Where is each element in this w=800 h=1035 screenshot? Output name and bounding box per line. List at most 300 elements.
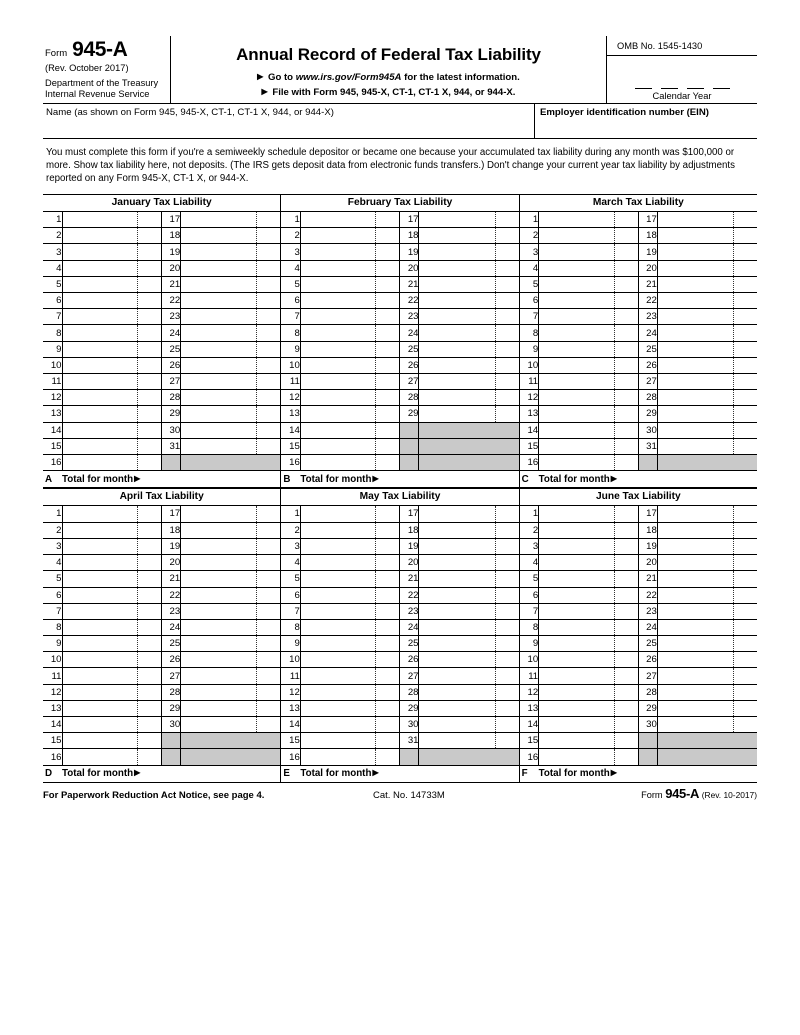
amount-input-day-30[interactable]: [181, 717, 281, 733]
amount-input-day-17[interactable]: [419, 506, 519, 522]
amount-input-day-18[interactable]: [419, 522, 519, 538]
day-number-12: 12: [43, 390, 62, 406]
month-total-row[interactable]: [281, 766, 518, 783]
amount-input-day-8[interactable]: [62, 325, 162, 341]
amount-input-day-30[interactable]: [419, 717, 519, 733]
day-number-20: 20: [638, 260, 657, 276]
amount-input-day-25[interactable]: [419, 341, 519, 357]
cents-separator: [495, 555, 496, 570]
amount-input-day-25[interactable]: [181, 341, 281, 357]
month-title: February Tax Liability: [281, 195, 518, 212]
day-number-2: 2: [281, 228, 300, 244]
total-row-letter: C: [521, 473, 529, 485]
name-field[interactable]: [43, 104, 535, 138]
amount-input-day-3[interactable]: [539, 538, 639, 554]
day-number-16: 16: [43, 454, 62, 470]
amount-input-day-22[interactable]: [419, 587, 519, 603]
amount-input-day-29[interactable]: [419, 700, 519, 716]
amount-input-day-25[interactable]: [181, 636, 281, 652]
amount-input-day-17[interactable]: [181, 212, 281, 228]
amount-input-day-15[interactable]: [539, 733, 639, 749]
amount-input-day-21[interactable]: [419, 276, 519, 292]
amount-input-day-16[interactable]: [62, 749, 162, 765]
amount-input-day-20[interactable]: [181, 260, 281, 276]
day-liability-table: [281, 506, 518, 766]
amount-input-day-5[interactable]: [62, 276, 162, 292]
amount-input-day-22[interactable]: [657, 587, 757, 603]
amount-input-day-3[interactable]: [539, 244, 639, 260]
table-row: [281, 422, 518, 438]
amount-input-day-12[interactable]: [539, 684, 639, 700]
amount-input-day-21[interactable]: [657, 571, 757, 587]
amount-input-day-20[interactable]: [419, 260, 519, 276]
amount-input-day-6[interactable]: [62, 587, 162, 603]
table-row: [43, 700, 280, 716]
day-number-13: 13: [43, 700, 62, 716]
amount-input-day-12[interactable]: [62, 390, 162, 406]
file-with-text: File with Form 945, 945-X, CT-1, CT-1 X, 944, or 944-X.: [272, 87, 516, 98]
amount-input-day-26[interactable]: [657, 652, 757, 668]
amount-input-day-14[interactable]: [62, 422, 162, 438]
table-row: [281, 228, 518, 244]
amount-input-day-24[interactable]: [419, 325, 519, 341]
amount-input-day-10[interactable]: [300, 652, 400, 668]
amount-input-day-3[interactable]: [300, 538, 400, 554]
amount-input-day-13[interactable]: [300, 700, 400, 716]
amount-input-day-24[interactable]: [419, 619, 519, 635]
amount-input-day-4[interactable]: [539, 555, 639, 571]
amount-input-day-9[interactable]: [539, 341, 639, 357]
table-row: [520, 276, 757, 292]
amount-input-day-16[interactable]: [539, 749, 639, 765]
amount-input-day-3[interactable]: [300, 244, 400, 260]
amount-input-day-15[interactable]: [62, 438, 162, 454]
amount-input-day-6[interactable]: [539, 293, 639, 309]
amount-input-day-4[interactable]: [300, 555, 400, 571]
day-number-14: 14: [281, 422, 300, 438]
amount-input-day-27[interactable]: [657, 373, 757, 389]
cents-separator: [256, 652, 257, 667]
cents-separator: [614, 506, 615, 522]
cents-separator: [256, 228, 257, 243]
cents-separator: [256, 636, 257, 651]
table-row: [281, 636, 518, 652]
form-word-label: Form: [45, 48, 68, 59]
cents-separator: [495, 523, 496, 538]
table-row: [43, 422, 280, 438]
amount-input-day-28[interactable]: [181, 684, 281, 700]
amount-input-day-5[interactable]: [300, 571, 400, 587]
table-row: [520, 619, 757, 635]
cents-separator: [375, 523, 376, 538]
irs-website-link[interactable]: www.irs.gov/Form945A: [295, 72, 402, 83]
amount-input-day-23[interactable]: [419, 309, 519, 325]
amount-input-day-12[interactable]: [62, 684, 162, 700]
amount-input-day-27[interactable]: [657, 668, 757, 684]
amount-input-day-7[interactable]: [300, 309, 400, 325]
amount-input-day-29[interactable]: [181, 406, 281, 422]
day-number-5: 5: [281, 276, 300, 292]
day-number-9: 9: [43, 636, 62, 652]
day-number-24: 24: [400, 325, 419, 341]
amount-input-day-1[interactable]: [539, 212, 639, 228]
amount-input-day-17[interactable]: [657, 212, 757, 228]
day-number-16: 16: [520, 749, 539, 765]
amount-input-day-19[interactable]: [181, 244, 281, 260]
cents-separator: [375, 406, 376, 421]
amount-input-day-18[interactable]: [657, 228, 757, 244]
amount-input-day-25[interactable]: [657, 636, 757, 652]
cents-separator: [614, 293, 615, 308]
cents-separator: [375, 439, 376, 454]
amount-input-day-1[interactable]: [539, 506, 639, 522]
cents-separator: [614, 668, 615, 683]
amount-input-day-1[interactable]: [62, 506, 162, 522]
table-row: [281, 571, 518, 587]
amount-input-day-13[interactable]: [62, 406, 162, 422]
amount-input-day-30[interactable]: [181, 422, 281, 438]
amount-input-day-11[interactable]: [62, 373, 162, 389]
month-total-row[interactable]: [43, 766, 280, 783]
cents-separator: [256, 668, 257, 683]
amount-input-day-26[interactable]: [419, 357, 519, 373]
month-total-row[interactable]: [281, 471, 518, 488]
amount-input-day-10[interactable]: [539, 357, 639, 373]
amount-input-day-4[interactable]: [62, 260, 162, 276]
amount-input-day-18[interactable]: [181, 228, 281, 244]
amount-input-day-2[interactable]: [300, 522, 400, 538]
amount-input-day-24[interactable]: [657, 325, 757, 341]
amount-input-day-2[interactable]: [539, 228, 639, 244]
amount-input-day-21[interactable]: [181, 571, 281, 587]
cents-separator: [375, 358, 376, 373]
amount-input-day-2[interactable]: [62, 228, 162, 244]
amount-input-day-23[interactable]: [181, 309, 281, 325]
amount-input-day-12[interactable]: [300, 684, 400, 700]
day-number-27: 27: [400, 373, 419, 389]
day-number-22: 22: [400, 293, 419, 309]
table-row: [43, 506, 280, 522]
amount-input-day-15[interactable]: [300, 733, 400, 749]
amount-input-day-11[interactable]: [539, 668, 639, 684]
day-number-29: 29: [638, 406, 657, 422]
month-total-row[interactable]: [520, 471, 757, 488]
table-row: [43, 357, 280, 373]
day-number-6: 6: [520, 587, 539, 603]
day-number-22: 22: [400, 587, 419, 603]
table-row: [43, 749, 280, 765]
form-number-line: [45, 39, 166, 60]
table-row: [281, 684, 518, 700]
day-number-7: 7: [43, 603, 62, 619]
amount-input-day-1[interactable]: [300, 506, 400, 522]
day-number-23: 23: [400, 309, 419, 325]
amount-input-day-17[interactable]: [419, 212, 519, 228]
amount-input-day-20[interactable]: [181, 555, 281, 571]
ein-field[interactable]: [535, 104, 757, 138]
amount-input-day-15[interactable]: [539, 438, 639, 454]
amount-input-day-5[interactable]: [300, 276, 400, 292]
day-number-13: 13: [281, 700, 300, 716]
amount-input-day-11[interactable]: [300, 668, 400, 684]
amount-input-day-2[interactable]: [300, 228, 400, 244]
amount-input-day-16[interactable]: [300, 749, 400, 765]
amount-input-day-24[interactable]: [181, 325, 281, 341]
amount-input-day-7[interactable]: [62, 603, 162, 619]
amount-input-day-29[interactable]: [657, 406, 757, 422]
amount-input-day-23[interactable]: [181, 603, 281, 619]
omb-calendar-block: [607, 36, 757, 103]
table-row: [281, 652, 518, 668]
amount-input-day-1[interactable]: [62, 212, 162, 228]
cents-separator: [614, 717, 615, 732]
amount-input-day-4[interactable]: [539, 260, 639, 276]
amount-input-day-31[interactable]: [657, 438, 757, 454]
day-number-11: 11: [281, 373, 300, 389]
amount-input-day-20[interactable]: [657, 260, 757, 276]
table-row: [520, 373, 757, 389]
amount-input-day-29[interactable]: [419, 406, 519, 422]
page-title: Annual Record of Federal Tax Liability: [236, 45, 541, 64]
amount-input-day-21[interactable]: [419, 571, 519, 587]
amount-input-day-23[interactable]: [657, 603, 757, 619]
amount-input-day-17[interactable]: [657, 506, 757, 522]
amount-input-day-19[interactable]: [419, 538, 519, 554]
amount-input-day-1[interactable]: [300, 212, 400, 228]
amount-input-day-25[interactable]: [657, 341, 757, 357]
amount-input-day-26[interactable]: [419, 652, 519, 668]
amount-input-day-14[interactable]: [539, 422, 639, 438]
form-footer: [43, 783, 757, 801]
amount-input-day-7[interactable]: [62, 309, 162, 325]
amount-input-day-27[interactable]: [419, 668, 519, 684]
cents-separator: [495, 390, 496, 405]
amount-input-day-6[interactable]: [300, 587, 400, 603]
month-title: April Tax Liability: [43, 489, 280, 506]
day-number-10: 10: [281, 357, 300, 373]
amount-input-day-20[interactable]: [657, 555, 757, 571]
amount-input-day-13[interactable]: [62, 700, 162, 716]
amount-input-day-14[interactable]: [300, 422, 400, 438]
day-number-24: 24: [162, 325, 181, 341]
day-number-21: 21: [400, 571, 419, 587]
file-with-line: [177, 87, 600, 98]
amount-input-day-4[interactable]: [300, 260, 400, 276]
amount-input-day-7[interactable]: [300, 603, 400, 619]
amount-input-day-18[interactable]: [657, 522, 757, 538]
amount-input-day-6[interactable]: [62, 293, 162, 309]
amount-input-day-24[interactable]: [181, 619, 281, 635]
amount-input-day-8[interactable]: [62, 619, 162, 635]
amount-input-day-28[interactable]: [419, 684, 519, 700]
amount-input-day-9[interactable]: [62, 636, 162, 652]
amount-input-day-31[interactable]: [419, 733, 519, 749]
amount-input-day-27[interactable]: [181, 668, 281, 684]
amount-input-day-15[interactable]: [62, 733, 162, 749]
calendar-year-field[interactable]: [607, 56, 757, 103]
cents-separator: [614, 555, 615, 570]
form-identity-block: [43, 36, 171, 103]
table-row: [43, 603, 280, 619]
day-number-4: 4: [520, 260, 539, 276]
amount-input-day-9[interactable]: [300, 341, 400, 357]
cents-separator: [495, 571, 496, 586]
amount-input-day-27[interactable]: [419, 373, 519, 389]
amount-input-day-16[interactable]: [62, 454, 162, 470]
day-number-26: 26: [638, 652, 657, 668]
amount-input-day-21[interactable]: [181, 276, 281, 292]
amount-input-day-18[interactable]: [181, 522, 281, 538]
cents-separator: [256, 325, 257, 340]
day-number-29: 29: [638, 700, 657, 716]
day-number-28: 28: [162, 390, 181, 406]
amount-input-day-23[interactable]: [657, 309, 757, 325]
amount-input-day-4[interactable]: [62, 555, 162, 571]
amount-input-day-30[interactable]: [657, 422, 757, 438]
amount-input-day-10[interactable]: [300, 357, 400, 373]
amount-input-day-22[interactable]: [181, 587, 281, 603]
amount-input-day-5[interactable]: [539, 276, 639, 292]
amount-input-day-29[interactable]: [181, 700, 281, 716]
amount-input-day-25[interactable]: [419, 636, 519, 652]
month-title: June Tax Liability: [520, 489, 757, 506]
table-row: [520, 522, 757, 538]
amount-input-day-17[interactable]: [181, 506, 281, 522]
day-number-3: 3: [520, 538, 539, 554]
cents-separator: [733, 406, 734, 421]
table-row: [520, 228, 757, 244]
shaded-cell: [657, 454, 757, 470]
day-number-22: 22: [638, 293, 657, 309]
amount-input-day-16[interactable]: [300, 454, 400, 470]
amount-input-day-9[interactable]: [539, 636, 639, 652]
amount-input-day-3[interactable]: [62, 538, 162, 554]
day-number-29: 29: [400, 700, 419, 716]
amount-input-day-2[interactable]: [539, 522, 639, 538]
amount-input-day-6[interactable]: [300, 293, 400, 309]
amount-input-day-20[interactable]: [419, 555, 519, 571]
amount-input-day-21[interactable]: [657, 276, 757, 292]
cents-separator: [256, 342, 257, 357]
amount-input-day-6[interactable]: [539, 587, 639, 603]
amount-input-day-19[interactable]: [657, 244, 757, 260]
amount-input-day-8[interactable]: [300, 619, 400, 635]
amount-input-day-9[interactable]: [300, 636, 400, 652]
amount-input-day-24[interactable]: [657, 619, 757, 635]
amount-input-day-5[interactable]: [62, 571, 162, 587]
cents-separator: [137, 342, 138, 357]
amount-input-day-29[interactable]: [657, 700, 757, 716]
amount-input-day-28[interactable]: [181, 390, 281, 406]
amount-input-day-11[interactable]: [300, 373, 400, 389]
amount-input-day-10[interactable]: [539, 652, 639, 668]
amount-input-day-5[interactable]: [539, 571, 639, 587]
day-number-12: 12: [43, 684, 62, 700]
amount-input-day-2[interactable]: [62, 522, 162, 538]
day-number-4: 4: [43, 260, 62, 276]
cents-separator: [614, 439, 615, 454]
right-triangle-icon: ▶: [372, 768, 379, 778]
amount-input-day-22[interactable]: [419, 293, 519, 309]
day-number-10: 10: [281, 652, 300, 668]
amount-input-day-27[interactable]: [181, 373, 281, 389]
amount-input-day-23[interactable]: [419, 603, 519, 619]
amount-input-day-8[interactable]: [539, 325, 639, 341]
amount-input-day-22[interactable]: [181, 293, 281, 309]
amount-input-day-16[interactable]: [539, 454, 639, 470]
amount-input-day-8[interactable]: [300, 325, 400, 341]
total-for-month-label: Total for month: [538, 473, 610, 485]
table-row: [281, 438, 518, 454]
day-number-8: 8: [520, 619, 539, 635]
amount-input-day-13[interactable]: [300, 406, 400, 422]
amount-input-day-30[interactable]: [657, 717, 757, 733]
shaded-cell: [162, 454, 181, 470]
amount-input-day-28[interactable]: [657, 684, 757, 700]
amount-input-day-14[interactable]: [62, 717, 162, 733]
amount-input-day-28[interactable]: [419, 390, 519, 406]
amount-input-day-19[interactable]: [419, 244, 519, 260]
cents-separator: [256, 685, 257, 700]
amount-input-day-10[interactable]: [62, 357, 162, 373]
table-row: [520, 636, 757, 652]
amount-input-day-19[interactable]: [181, 538, 281, 554]
department-line-1: Department of the Treasury: [45, 78, 159, 88]
day-number-16: 16: [281, 749, 300, 765]
amount-input-day-8[interactable]: [539, 619, 639, 635]
cents-separator: [733, 390, 734, 405]
table-row: [43, 538, 280, 554]
amount-input-day-3[interactable]: [62, 244, 162, 260]
amount-input-day-22[interactable]: [657, 293, 757, 309]
shaded-cell: [638, 733, 657, 749]
right-triangle-icon: ▶: [134, 768, 141, 778]
amount-input-day-10[interactable]: [62, 652, 162, 668]
month-title: May Tax Liability: [281, 489, 518, 506]
cents-separator: [733, 374, 734, 389]
amount-input-day-7[interactable]: [539, 309, 639, 325]
amount-input-day-18[interactable]: [419, 228, 519, 244]
amount-input-day-31[interactable]: [181, 438, 281, 454]
amount-input-day-7[interactable]: [539, 603, 639, 619]
amount-input-day-26[interactable]: [181, 652, 281, 668]
amount-input-day-12[interactable]: [300, 390, 400, 406]
catalog-number: Cat. No. 14733M: [373, 789, 445, 801]
amount-input-day-13[interactable]: [539, 700, 639, 716]
amount-input-day-11[interactable]: [62, 668, 162, 684]
amount-input-day-19[interactable]: [657, 538, 757, 554]
table-row: [520, 749, 757, 765]
footer-form-word: Form: [641, 789, 663, 800]
amount-input-day-15[interactable]: [300, 438, 400, 454]
amount-input-day-9[interactable]: [62, 341, 162, 357]
table-row: [43, 373, 280, 389]
month-total-row[interactable]: [43, 471, 280, 488]
month-total-row[interactable]: [520, 766, 757, 783]
amount-input-day-26[interactable]: [181, 357, 281, 373]
cents-separator: [614, 588, 615, 603]
cents-separator: [256, 506, 257, 522]
amount-input-day-14[interactable]: [300, 717, 400, 733]
amount-input-day-11[interactable]: [539, 373, 639, 389]
amount-input-day-28[interactable]: [657, 390, 757, 406]
cents-separator: [375, 668, 376, 683]
amount-input-day-12[interactable]: [539, 390, 639, 406]
amount-input-day-14[interactable]: [539, 717, 639, 733]
amount-input-day-13[interactable]: [539, 406, 639, 422]
cents-separator: [733, 342, 734, 357]
amount-input-day-26[interactable]: [657, 357, 757, 373]
